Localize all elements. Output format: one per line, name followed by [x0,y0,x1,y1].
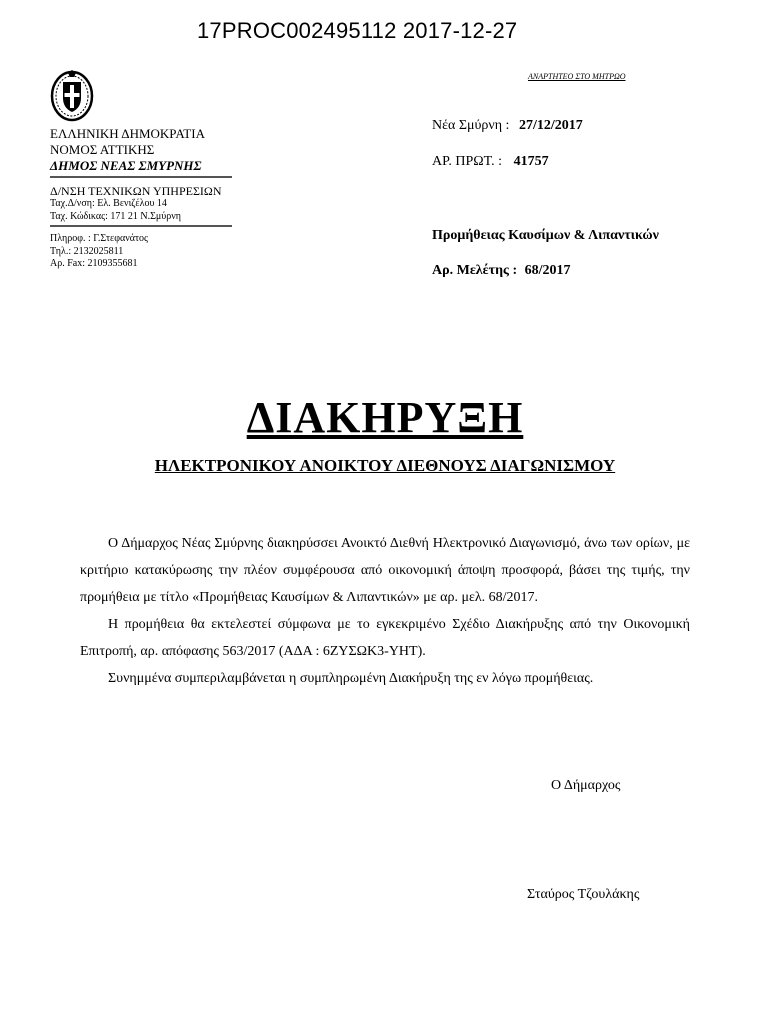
subject-text: Προμήθειας Καυσίμων & Λιπαντικών [432,228,659,243]
document-subtitle: ΗΛΕΚΤΡΟΝΙΚΟΥ ΑΝΟΙΚΤΟΥ ΔΙΕΘΝΟΥΣ ΔΙΑΓΩΝΙΣΜΟΥ [154,456,616,475]
protocol-line [432,154,549,170]
body-paragraph: Συνημμένα συμπεριλαμβάνεται η συμπληρωμένη Διακήρυξη της εν λόγω προμήθειας. [108,671,594,686]
issuer-postal-code: Ταχ. Κώδικας: 171 21 Ν.Σμύρνη [50,210,181,222]
issuer-contact-person: Πληροφ. : Γ.Στεφανάτος [50,233,148,244]
issuer-fax: Αρ. Fax: 2109355681 [50,258,138,269]
place-date-label: Νέα Σμύρνη : [432,118,510,133]
issuer-prefecture: ΝΟΜΟΣ ΑΤΤΙΚΗΣ [50,142,155,157]
study-number: 68/2017 [524,263,571,278]
issuer-department: Δ/ΝΣΗ ΤΕΧΝΙΚΩΝ ΥΠΗΡΕΣΙΩΝ [50,184,222,198]
protocol-number: 41757 [513,154,549,169]
protocol-label: ΑΡ. ΠΡΩΤ. : [432,154,503,169]
divider [50,176,232,178]
document-date: 27/12/2017 [518,118,583,133]
subject-line [432,228,659,244]
announcement-body [80,530,690,692]
place-date-line [432,118,583,134]
greek-coat-of-arms-icon [50,68,94,122]
body-paragraph: Ο Δήμαρχος Νέας Σμύρνης διακηρύσσει Ανοικτό Διεθνή Ηλεκτρονικό Διαγωνισμό, άνω των ορίων, με κριτήριο κατακύρωσης την πλέον συμφέρουσα από οικονομική άποψη προσφορά, βάσει της τιμής, την προμήθεια με τίτλο «Προμήθειας Καυσίμων & Λιπαντικών» με αρ. μελ. 68/2017. [80,536,690,605]
document-stamp: 17PROC002495112 2017-12-27 [197,18,518,43]
issuer-block [50,126,232,271]
body-paragraph: Η προμήθεια θα εκτελεστεί σύμφωνα με το εγκεκριμένο Σχέδιο Διακήρυξης από την Οικονομική Επιτροπή, αρ. απόφασης 563/2017 (ΑΔΑ : 6ΖΥΣΩΚ3-ΥΗΤ). [80,617,690,659]
signatory-role: Ο Δήμαρχος [551,778,621,793]
issuer-phone: Τηλ.: 2132025811 [50,245,124,257]
issuer-country: ΕΛΛΗΝΙΚΗ ΔΗΜΟΚΡΑΤΙΑ [50,126,205,141]
issuer-address: Ταχ.Δ/νση: Ελ. Βενιζέλου 14 [50,198,167,209]
document-title: ΔΙΑΚΗΡΥΞΗ [246,393,524,442]
signatory-name: Σταύρος Τζουλάκης [527,887,640,902]
post-to-registry-note: ΑΝΑΡΤΗΤΕΟ ΣΤΟ ΜΗΤΡΩΟ [528,72,626,81]
divider [50,225,232,227]
study-line [432,263,571,279]
issuer-municipality: ΔΗΜΟΣ ΝΕΑΣ ΣΜΥΡΝΗΣ [50,158,202,173]
study-label: Αρ. Μελέτης : [432,263,518,278]
